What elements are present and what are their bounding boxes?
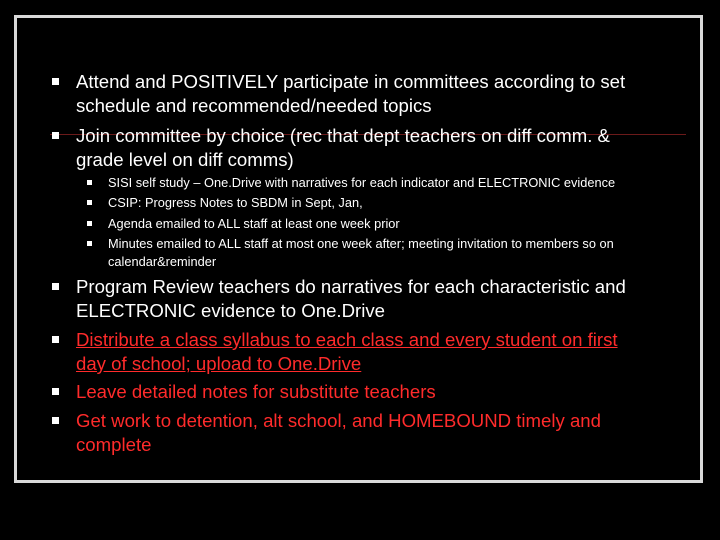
bullet-join-line-2: grade level on diff comms) bbox=[76, 149, 294, 170]
bullet-program-review-line-2: ELECTRONIC evidence to One.Drive bbox=[76, 300, 385, 321]
sub-bullet-csip: CSIP: Progress Notes to SBDM in Sept, Jan, bbox=[108, 195, 363, 210]
bullet-detention-line-2: complete bbox=[76, 434, 152, 455]
square-bullet-icon bbox=[52, 132, 59, 139]
sub-bullet-minutes-line-2: calendar&reminder bbox=[108, 254, 217, 269]
sub-bullet-sisi: SISI self study – One.Drive with narratives for each indicator and ELECTRONIC evidence bbox=[108, 175, 616, 190]
bullet-syllabus-line-2: day of school; upload to One.Drive bbox=[76, 353, 362, 374]
square-bullet-icon bbox=[52, 417, 59, 424]
bullet-syllabus-line-1: Distribute a class syllabus to each class and every student on first bbox=[76, 329, 618, 350]
square-bullet-icon bbox=[52, 388, 59, 395]
square-bullet-icon bbox=[52, 283, 59, 290]
bullet-substitute-notes: Leave detailed notes for substitute teachers bbox=[76, 381, 436, 402]
square-bullet-icon bbox=[87, 241, 92, 246]
square-bullet-icon bbox=[87, 180, 92, 185]
bullet-detention-line-1: Get work to detention, alt school, and HOMEBOUND timely and bbox=[76, 410, 601, 431]
sub-bullet-minutes-line-1: Minutes emailed to ALL staff at most one week after; meeting invitation to members so on bbox=[108, 236, 614, 251]
square-bullet-icon bbox=[52, 78, 59, 85]
square-bullet-icon bbox=[87, 221, 92, 226]
bullet-join-line-1: Join committee by choice (rec that dept teachers on diff comm. & bbox=[76, 125, 610, 146]
square-bullet-icon bbox=[87, 200, 92, 205]
bullet-program-review-line-1: Program Review teachers do narratives for each characteristic and bbox=[76, 276, 626, 297]
bullet-attend-line-1: Attend and POSITIVELY participate in committees according to set bbox=[76, 71, 626, 92]
square-bullet-icon bbox=[52, 336, 59, 343]
bullet-attend-line-2: schedule and recommended/needed topics bbox=[76, 95, 432, 116]
sub-bullet-agenda: Agenda emailed to ALL staff at least one week prior bbox=[108, 216, 400, 231]
